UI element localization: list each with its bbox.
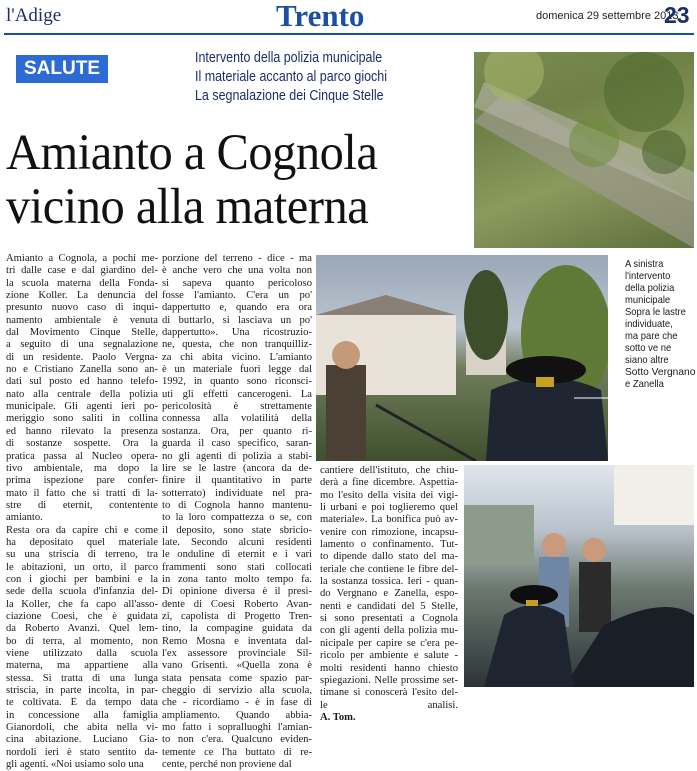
article-line: cheggio di servizio alla scuola,: [162, 685, 312, 697]
article-line: vano Grisenti. «Quella zona è: [162, 660, 312, 672]
article-line: to dipende dallo stato del ma-: [320, 551, 458, 563]
article-line: si sapeva quanto pericoloso: [162, 277, 312, 289]
article-line: late. Secondo alcuni residenti: [162, 536, 312, 548]
article-line: A. Tom.: [320, 711, 356, 723]
article-line: dappertutto». Una ricostruzio-: [162, 327, 312, 339]
article-line: prima ispezione pare confer-: [6, 475, 158, 487]
article-line: ampliamento. Quando abbia-: [162, 709, 312, 721]
article-line: stata pensata come spazio par-: [162, 672, 312, 684]
article-line: porzione del terreno - dice - ma: [162, 253, 312, 264]
article-line: striscia, in parte incolta, in par-: [6, 685, 158, 697]
photo-candidates-graphic: [464, 465, 694, 687]
article-line: mato il fatto che si tratti di la-: [6, 487, 158, 499]
article-line: spiegazioni. Nelle prossime set-: [320, 674, 458, 686]
article-line: sede della scuola d'infanzia del-: [6, 586, 158, 598]
article-line: finire il quantitativo in parte: [162, 475, 312, 487]
photo-caption: [625, 258, 695, 390]
article-line: pericolosità è strettamente: [162, 401, 312, 413]
article-line: il deposito, sono state sbricio-: [162, 524, 312, 536]
caption-line: sotto ve ne: [625, 342, 672, 354]
article-line: stre di eternit, contentente: [6, 499, 158, 511]
article-line: la scuola materna della Fonda-: [6, 277, 158, 289]
article-line: mo l'esito della visita dei vigi-: [320, 489, 458, 501]
article-line: stessa. Si tratta di una lunga: [6, 672, 158, 684]
article-line: presunto nuovo caso di inqui-: [6, 302, 158, 314]
article-line: to di Cognola hanno mantenu-: [162, 499, 312, 511]
article-line: Remo Mosna e inventata dal-: [162, 635, 312, 647]
article-line: nicipale per capire se c'era pe-: [320, 637, 458, 649]
masthead-divider: [4, 33, 694, 35]
kicker-line: La segnalazione dei Cinque Stelle: [195, 88, 384, 104]
topic-badge: SALUTE: [16, 55, 108, 83]
article-line: nenti e candidati del 5 Stelle,: [320, 600, 458, 612]
kicker-lines: [195, 49, 475, 106]
article-line: tri dalle case e dal giardino del-: [6, 265, 158, 277]
article-line: ed hanno rilevato la presenza: [6, 425, 158, 437]
article-line: venire con rimozione, incapsu-: [320, 526, 458, 538]
article-line: dal Movimento Cinque Stelle,: [6, 327, 158, 339]
article-line: meriggio sono saliti in collina: [6, 413, 158, 425]
article-line: tivo ambientale, ma dopo la: [6, 462, 158, 474]
article-line: con i giochi per bambini e la: [6, 573, 158, 585]
article-line: 1992, in quanto sono riconsci-: [162, 376, 312, 388]
caption-line: municipale: [625, 294, 671, 306]
article-column-3: [320, 465, 458, 724]
article-line: temente ce l'ha buttato di re-: [162, 746, 312, 758]
article-line: si sono presentati a Cognola: [320, 613, 458, 625]
article-line: do Vergnano e Zanella, espo-: [320, 588, 458, 600]
article-line: molti residenti hanno chiesto: [320, 662, 458, 674]
article-line: è anche vero che una volta non: [162, 265, 312, 277]
article-line: Amianto a Cognola, a pochi me-: [6, 253, 158, 264]
article-line: teriale che contiene le fibre del-: [320, 563, 458, 575]
article-line: la Koller, che fa capo all'asso-: [6, 598, 158, 610]
article-line: ha depositato quel materiale: [6, 536, 158, 548]
article-line: dappertutto e, quando era ora: [162, 302, 312, 314]
article-line: cantiere dell'istituto, che chiu-: [320, 465, 458, 476]
article-line: to non c'era. Qualcuno eviden-: [162, 734, 312, 746]
article-line: nordoli ieri è stato sentito da-: [6, 746, 158, 758]
article-column-1: [6, 253, 158, 771]
article-line: no gli agenti di polizia a stabi-: [162, 450, 312, 462]
article-column-2: [162, 253, 312, 771]
caption-line: A sinistra: [625, 258, 664, 270]
article-line: zione Koller. La denuncia del: [6, 290, 158, 302]
article-line: la sostanza tossica. Ieri - quan-: [320, 576, 458, 588]
article-line: mo fatto i sopralluoghi l'amian-: [162, 722, 312, 734]
caption-line: ma pare che: [625, 330, 678, 342]
section-title: Trento: [276, 0, 365, 33]
article-line: dente di Coesi Roberto Avan-: [162, 598, 312, 610]
article-line: ciazione Coesi, che è guidata: [6, 610, 158, 622]
photo-police-intervention-graphic: [316, 255, 608, 461]
article-line: nato alla centrale della polizia: [6, 388, 158, 400]
article-line: di buttarlo, si lasciava un po': [162, 314, 312, 326]
article-line: da Roberto Avanzi. Quel lem-: [6, 623, 158, 635]
headline-line: Amianto a Cognola: [6, 125, 378, 181]
article-line: timane si conoscerà l'esito del-: [320, 687, 458, 699]
photo-candidates: [464, 465, 694, 687]
kicker-line: Intervento della polizia municipale: [195, 50, 383, 66]
article-line: bo di terra, al momento, non: [6, 635, 158, 647]
article-line: cina abitazione. Luciano Gia-: [6, 734, 158, 746]
article-line: ne, questa, che non tranquilliz-: [162, 339, 312, 351]
article-line: sostanza. Ora, per quanto ri-: [162, 425, 312, 437]
caption-line: della polizia: [625, 282, 675, 294]
article-line: di sostanze sospette. Ora la: [6, 438, 158, 450]
article-line: su una striscia di terreno, tra: [6, 549, 158, 561]
photo-asbestos-slabs: [474, 52, 694, 248]
article-line: za chi abita vicino. L'amianto: [162, 351, 312, 363]
issue-date: domenica 29 settembre 2013: [536, 10, 679, 22]
article-line: to la loro compattezza o se, con: [162, 512, 312, 524]
article-line: viene utilizzato dalla scuola: [6, 648, 158, 659]
article-line: materiale». La bonifica può av-: [320, 514, 458, 526]
article-line: Di opinione diversa è il presi-: [162, 586, 312, 598]
article-line: namento ambientale è venuta: [6, 314, 158, 326]
article-line: te coltivata. È da tempo data: [6, 697, 158, 709]
page-number: 23: [664, 2, 690, 28]
article-line: municipale. Gli agenti ieri po-: [6, 401, 158, 413]
article-line: frammenti sono stati collocati: [162, 561, 312, 573]
article-line: gli agenti. «Noi usiamo solo una: [6, 759, 144, 771]
caption-line: l'intervento: [625, 270, 671, 282]
caption-line: individuate,: [625, 318, 673, 330]
headline-line: vicino alla materna: [6, 179, 369, 235]
caption-line: Sotto Vergnano: [625, 366, 696, 378]
article-line: sotterrato) individuate nel pra-: [162, 487, 312, 499]
article-line: ricolo per ambiente e salute -: [320, 650, 458, 662]
article-line: connessa alla volatilità della: [162, 413, 312, 425]
caption-line: e Zanella: [625, 378, 664, 390]
article-line: dati sul posto ed hanno telefo-: [6, 376, 158, 388]
article-line: no e Cristiano Zanella sono an-: [6, 364, 158, 376]
photo-asbestos-slabs-graphic: [474, 52, 694, 248]
article-line: pratica passa al Nucleo opera-: [6, 450, 158, 462]
article-line: li urbani e poi toglieremo quel: [320, 502, 458, 514]
headline: [6, 126, 397, 234]
article-line: tino, la compagine guidata da: [162, 623, 312, 635]
article-line: le onduline di eternit e i vari: [162, 549, 312, 561]
article-line: uti gli effetti cancerogeni. La: [162, 388, 312, 400]
article-line: le analisi.: [320, 699, 458, 711]
article-line: Gianordoli, che abita nella vi-: [6, 722, 158, 734]
article-line: amianto.: [6, 512, 43, 524]
article-line: cente, perché non proviene dal: [162, 759, 292, 771]
article-line: guarda il caso specifico, saran-: [162, 438, 312, 450]
article-line: di un residente. Paolo Vergna-: [6, 351, 158, 363]
caption-line: Sopra le lastre: [625, 306, 686, 318]
article-line: lamento o confinamento. Tut-: [320, 539, 458, 551]
article-line: con gli agenti della polizia mu-: [320, 625, 458, 637]
article-line: fosse l'amianto. C'era un po': [162, 290, 312, 302]
article-line: le abitazioni, un orto, il parco: [6, 561, 158, 573]
newspaper-name: l'Adige: [6, 5, 62, 26]
article-line: in zona tanto molto tempo fa.: [162, 573, 312, 585]
kicker-line: Il materiale accanto al parco giochi: [195, 69, 388, 85]
article-line: derà a fine dicembre. Aspettia-: [320, 477, 458, 489]
article-line: l'ex assessore provinciale Sil-: [162, 648, 312, 659]
article-line: a seguito di una segnalazione: [6, 339, 158, 351]
article-line: lire se le lastre (ancora da de-: [162, 462, 312, 474]
article-line: è un materiale fuori legge dal: [162, 364, 312, 376]
article-line: zi, capolista di Progetto Tren-: [162, 610, 312, 622]
article-line: che - ricordiamo - è in fase di: [162, 697, 312, 709]
caption-line: siano altre: [625, 354, 669, 366]
article-line: Resta ora da capire chi e come: [6, 524, 158, 536]
article-line: materna, ma appartiene alla: [6, 660, 158, 672]
article-line: in concessione alla famiglia: [6, 709, 158, 721]
photo-police-intervention: [316, 255, 608, 461]
